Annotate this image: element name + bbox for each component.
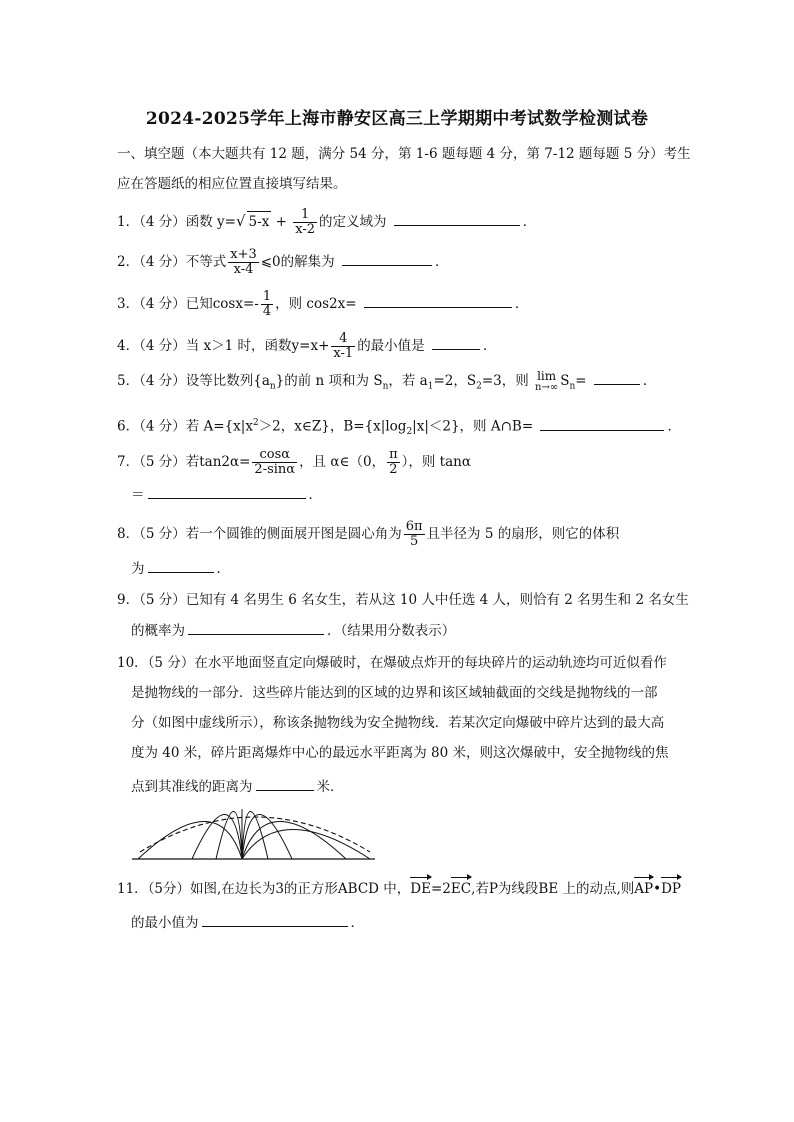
limit-expression: lim n→∞ bbox=[535, 368, 559, 393]
question-9-line2: 的概率为 ．（结果用分数表示） bbox=[131, 620, 455, 641]
question-7: 7．（5 分）若tan2α= $\frac{\cos\alpha}{2-\sin\alpha}$ ，且 α∈（0， $\frac{\pi}{2}$ ），则 tanα bbox=[117, 447, 471, 477]
question-8: 8．（5 分）若一个圆锥的侧面展开图是圆心角为 $\frac{6\pi}{5}$ 且半径为 5 的扇形，则它的体积 bbox=[117, 519, 620, 549]
question-5: 5．（4 分）设等比数列$\{a_n\}$的前 n 项和为 $S_n$，若 $a_1=2$，$S_2=3$，则 lim n→∞ $S_n=$ ． bbox=[117, 368, 657, 393]
question-2: 2．（4 分）不等式 $\frac{x+3}{x-4}$ ⩽0的解集为 ． bbox=[117, 247, 449, 277]
question-8-line2: 为 ． bbox=[131, 558, 230, 579]
page-title: 2024-2025学年上海市静安区高三上学期期中考试数学检测试卷 bbox=[145, 109, 649, 129]
answer-blank[interactable] bbox=[202, 912, 348, 927]
question-11-line2: 的最小值为 ． bbox=[131, 912, 364, 933]
safety-parabola bbox=[140, 817, 370, 852]
answer-blank[interactable] bbox=[594, 370, 640, 385]
answer-blank[interactable] bbox=[342, 251, 432, 266]
answer-blank[interactable] bbox=[256, 776, 314, 791]
trajectory-diagram bbox=[130, 800, 380, 864]
question-6: 6．（4 分）若 $A=\{x|x^2>2$，x∈Z}，$B=\{x|\log_2|x|<2\}$，则 A∩B= ． bbox=[117, 413, 681, 442]
answer-blank[interactable] bbox=[148, 558, 214, 573]
fraction: $\frac{x+3}{x-4}$ bbox=[230, 247, 257, 277]
fraction: $\frac{1}{4}$ bbox=[262, 289, 272, 319]
question-10-line5: 点到其准线的距离为 米． bbox=[131, 776, 344, 797]
question-10: 10．（5 分）在水平地面竖直定向爆破时，在爆破点炸开的每块碎片的运动轨迹均可近似看作 bbox=[117, 655, 667, 671]
trajectory-curve bbox=[242, 815, 292, 860]
answer-blank[interactable] bbox=[394, 211, 520, 226]
answer-blank[interactable] bbox=[432, 335, 480, 350]
question-3: 3．（4 分）已知cosx=- $\frac{1}{4}$ ，则 cos2x= ． bbox=[117, 289, 529, 319]
vector-de: DE bbox=[410, 876, 431, 899]
question-7-line2: ＝ ． bbox=[131, 484, 322, 505]
question-1: 1．（4 分）函数 y=√ 5-x + $\frac{1}{x-2}$ 的定义域为 ． bbox=[117, 207, 537, 237]
answer-blank[interactable] bbox=[148, 484, 306, 499]
question-10-line2: 是抛物线的一部分．这些碎片能达到的区域的边界和该区域轴截面的交线是抛物线的一部 bbox=[131, 685, 658, 701]
section-heading-line1: 一、填空题（本大题共有 12 题，满分 54 分，第 1-6 题每题 4 分，第 7-12 题每题 5 分）考生 bbox=[117, 146, 691, 162]
question-9: 9．（5 分）已知有 4 名男生 6 名女生，若从这 10 人中任选 4 人，则恰有 2 名男生和 2 名女生 bbox=[117, 592, 689, 608]
trajectory-curve bbox=[138, 822, 242, 860]
trajectory-curve bbox=[242, 822, 346, 860]
fraction: $\frac{\pi}{2}$ bbox=[389, 447, 398, 477]
question-4: 4．（4 分）当 x＞1 时，函数y=x+ $\frac{4}{x-1}$ 的最小值是 ． bbox=[117, 331, 497, 361]
answer-blank[interactable] bbox=[364, 293, 512, 308]
vector-ap: AP bbox=[634, 876, 653, 899]
fraction: $\frac{4}{x-1}$ bbox=[333, 331, 354, 361]
fraction: $\frac{6\pi}{5}$ bbox=[405, 519, 423, 549]
question-10-line3: 分（如图中虚线所示），称该条抛物线为安全抛物线．若某次定向爆破中碎片达到的最大高 bbox=[131, 715, 665, 731]
answer-blank[interactable] bbox=[540, 416, 664, 431]
answer-blank[interactable] bbox=[188, 620, 324, 635]
sqrt-term: 5-x bbox=[247, 211, 272, 232]
question-10-line4: 度为 40 米，碎片距离爆炸中心的最远水平距离为 80 米，则这次爆破中，安全抛物线的焦 bbox=[131, 745, 669, 761]
vector-dp: DP bbox=[661, 876, 681, 899]
section-heading-line2: 应在答题纸的相应位置直接填写结果。 bbox=[117, 176, 347, 192]
fraction: $\frac{\cos\alpha}{2-\sin\alpha}$ bbox=[254, 447, 296, 477]
vector-ec: EC bbox=[451, 876, 471, 899]
fraction: $\frac{1}{x-2}$ bbox=[295, 207, 315, 237]
question-11: 11．（5分）如图,在边长为3的正方形ABCD 中，DE=2EC,若P为线段BE 上的动点,则AP•DP bbox=[117, 876, 681, 899]
